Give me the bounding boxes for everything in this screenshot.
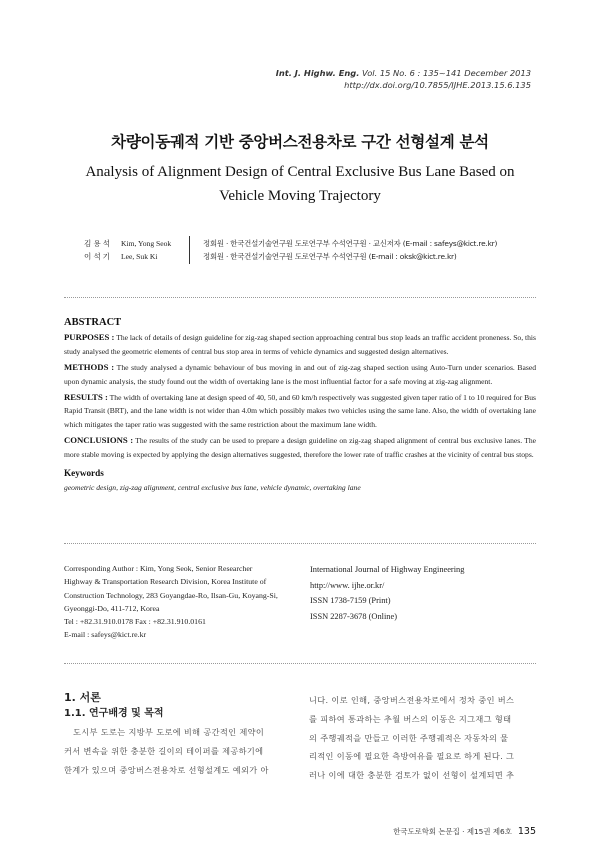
doi-link[interactable]: http://dx.doi.org/10.7855/IJHE.2013.15.6.135 xyxy=(344,80,531,90)
journal-name: International Journal of Highway Engineering xyxy=(310,565,465,574)
journal-url[interactable]: http://www. ijhe.or.kr/ xyxy=(310,580,385,590)
author-name-korean: 김용석 xyxy=(84,239,113,248)
corr-email[interactable]: E-mail : safeys@kict.re.kr xyxy=(64,630,147,640)
title-english-line-2: Vehicle Moving Trajectory xyxy=(219,188,381,204)
abstract-heading: ABSTRACT xyxy=(64,317,122,328)
subsection-heading: 1.1. 연구배경 및 목적 xyxy=(64,708,164,719)
author-name-english: Kim, Yong Seok xyxy=(121,239,172,248)
issn-online: ISSN 2287-3678 (Online) xyxy=(310,611,398,621)
dotted-divider xyxy=(64,663,536,664)
body-line: 의 주행궤적을 만들고 이러한 주행궤적은 자동차의 물 xyxy=(309,732,509,743)
abstract-methods xyxy=(64,361,536,388)
abstract-purposes xyxy=(64,331,536,358)
abstract-results xyxy=(64,391,536,431)
title-korean: 차량이동궤적 기반 중앙버스전용차로 구간 선형설계 분석 xyxy=(111,133,489,151)
methods-label: METHODS : xyxy=(64,362,115,373)
journal-citation xyxy=(276,67,531,79)
author-affiliation: 정회원 · 한국건설기술연구원 도로연구부 수석연구원 · 교신저자 (E-mail : safeys@kict.re.kr) xyxy=(203,239,498,248)
methods-text: The study analysed a dynamic behaviour of bus moving in and out of zig-zag shaped section using Auto-Turn under scenarios. Based upon dynamic analysis, the study found out the width of overtaking lane is the most influential factor for a safe moving at zig-zag alignment. xyxy=(64,363,536,386)
journal-abbrev: Int. J. Highw. Eng. xyxy=(275,68,360,78)
abstract-conclusions xyxy=(64,434,536,461)
journal-info-block xyxy=(310,562,540,624)
body-column-left xyxy=(64,689,292,779)
results-label: RESULTS : xyxy=(64,392,108,403)
body-line: 를 피하여 통과하는 추월 버스의 이동은 지그재그 형태 xyxy=(309,713,512,724)
body-column-right xyxy=(309,691,537,785)
keywords-list: geometric design, zig-zag alignment, central exclusive bus lane, vehicle dynamic, overtaking lane xyxy=(64,483,361,493)
dotted-divider xyxy=(64,543,536,544)
footer-journal: 한국도로학회 논문집 · 제15권 제6호 xyxy=(393,827,512,836)
title-english-line-1: Analysis of Alignment Design of Central Exclusive Bus Lane Based on xyxy=(85,164,515,180)
corr-line: Highway & Transportation Research Division, Korea Institute of xyxy=(64,577,267,587)
purposes-text: The lack of details of design guideline for zig-zag shaped section approaching central bus stop leads an traffic accident proneness. So, this study analysed the geometric elements of central bus stop area in terms of vehicle dynamics and suggested design alternatives. xyxy=(64,333,536,356)
body-line: 러나 이에 대한 충분한 검토가 없이 선형이 설계되면 추 xyxy=(309,770,515,781)
author-name-korean: 이석기 xyxy=(84,252,113,261)
body-line: 리적인 이동에 필요한 측방여유를 필요로 하게 된다. 그 xyxy=(309,751,515,762)
section-heading: 1. 서론 xyxy=(64,691,101,704)
results-text: The width of overtaking lane at design speed of 40, 50, and 60 km/h respectively was suggested given taper ratio of 1 to 10 required for Bus Rapid Transit (BRT), and the lane width is not wider than 4.0m which possibly makes two vehicles using the same lane. Also, the width of overtaking lane which mitigates the taper ratio was suggested with the same restriction about the maximum lane width. xyxy=(64,393,536,429)
body-line: 도시부 도로는 지방부 도로에 비해 공간적인 제약이 xyxy=(73,727,265,737)
author-divider xyxy=(189,236,190,264)
corr-line: Corresponding Author : Kim, Yong Seok, Senior Researcher xyxy=(64,564,253,573)
issn-print: ISSN 1738-7159 (Print) xyxy=(310,596,391,606)
author-affiliation: 정회원 · 한국건설기술연구원 도로연구부 수석연구원 (E-mail : oksk@kict.re.kr) xyxy=(203,252,457,261)
author-name-english: Lee, Suk Ki xyxy=(121,252,158,261)
corresponding-author-block xyxy=(64,562,299,642)
abstract-section xyxy=(64,316,536,495)
page-number: 135 xyxy=(517,826,536,837)
corr-line: Construction Technology, 283 Goyangdae-Ro, Ilsan-Gu, Koyang-Si, xyxy=(64,590,278,600)
conclusions-text: The results of the study can be used to prepare a design guideline on zig-zag shaped alignment of central bus exclusive lanes. The more stable moving is expected by applying the design alternatives suggested, therefore the lower rate of traffic crashes at the vicinity of central bus stops. xyxy=(64,436,536,459)
purposes-label: PURPOSES : xyxy=(64,332,115,343)
conclusions-label: CONCLUSIONS : xyxy=(64,435,134,446)
body-line: 한계가 있으며 중앙버스전용차로 선형설계도 예외가 아 xyxy=(64,764,269,775)
corr-line: Gyeonggi-Do, 411-712, Korea xyxy=(64,603,160,613)
body-line: 니다. 이로 인해, 중앙버스전용차로에서 정차 중인 버스 xyxy=(309,695,515,705)
keywords-heading: Keywords xyxy=(64,468,104,479)
page-footer xyxy=(393,826,536,837)
title-english xyxy=(40,160,560,208)
corr-line: Tel : +82.31.910.0178 Fax : +82.31.910.0161 xyxy=(64,617,206,627)
body-line: 커서 변속을 위한 충분한 길이의 테이퍼를 제공하기에 xyxy=(64,745,264,756)
dotted-divider xyxy=(64,297,536,298)
volume-issue: Vol. 15 No. 6 : 135~141 December 2013 xyxy=(362,68,531,78)
